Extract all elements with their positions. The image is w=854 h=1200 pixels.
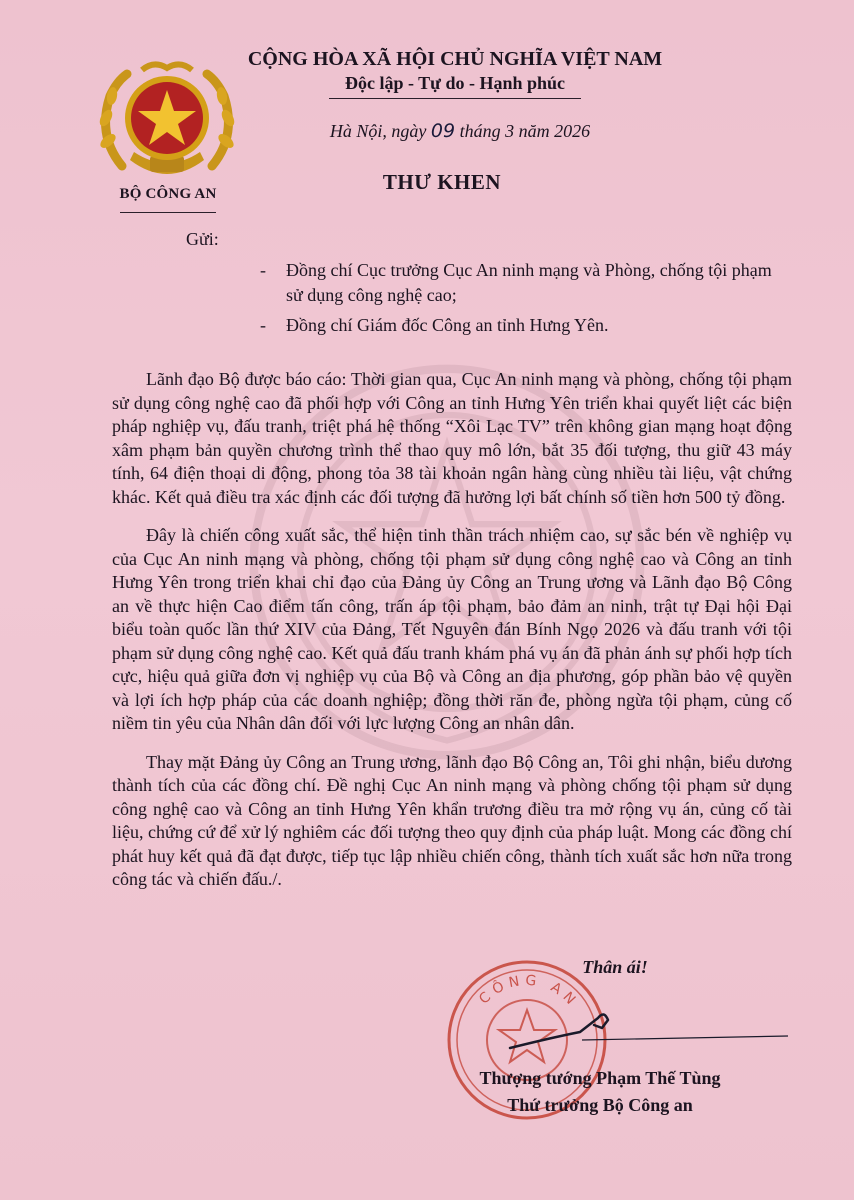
document-title: THƯ KHEN	[382, 170, 502, 194]
body-paragraph: Thay mặt Đảng ủy Công an Trung ương, lãnh đạo Bộ Công an, Tôi ghi nhận, biểu dương thành tích của các đồng chí. Đề nghị Cục An ninh mạng và phòng chống tội phạm sử dụng công nghệ cao và Công an tỉnh Hưng Yên khẩn trương điều tra mở rộng vụ án, củng cố tài liệu, chứng cứ để xử lý nghiêm các đối tượng theo quy định của pháp luật. Mong các đồng chí phát huy kết quả đã đạt được, tiếp tục lập nhiều chiến công, thành tích xuất sắc hơn nữa trong công tác và chiến đấu./.	[112, 751, 792, 889]
date-day-handwritten: 09	[430, 120, 456, 142]
ministry-underline	[120, 212, 216, 213]
signature-icon	[490, 1000, 790, 1070]
recipient-text: Đồng chí Cục trưởng Cục An ninh mạng và Phòng, chống tội phạm sử dụng công nghệ cao;	[286, 260, 772, 305]
signer-name: Thượng tướng Phạm Thế Tùng	[479, 1068, 721, 1088]
dateline	[270, 120, 650, 142]
date-prefix: Hà Nội, ngày	[329, 121, 431, 141]
letter-body	[112, 368, 792, 907]
seal-text: CÔNG AN	[476, 972, 582, 1012]
police-emblem-icon	[92, 56, 242, 191]
date-suffix: tháng 3 năm 2026	[455, 121, 591, 141]
body-paragraph: Đây là chiến công xuất sắc, thể hiện tinh thần trách nhiệm cao, sự sắc bén về nghiệp vụ của Cục An ninh mạng và phòng, chống tội phạm sử dụng công nghệ cao và Công an tỉnh Hưng Yên trong triển khai chỉ đạo của Đảng ủy Công an Trung ương và Lãnh đạo Bộ Công an về thực hiện Cao điểm tấn công, trấn áp tội phạm, bảo đảm an ninh, trật tự Đại hội Đại biểu toàn quốc lần thứ XIV của Đảng, Tết Nguyên đán Bính Ngọ 2026 và đấu tranh với tội phạm sử dụng công nghệ cao. Kết quả đấu tranh khám phá vụ án đã phản ánh sự phối hợp tích cực, hiệu quả giữa đơn vị nghiệp vụ của Bộ và Công an địa phương, góp phần bảo vệ quyền và lợi ích hợp pháp của các doanh nghiệp; đồng thời răn đe, phòng ngừa tội phạm, củng cố niềm tin yêu của Nhân dân đối với lực lượng Công an nhân dân.	[112, 525, 792, 733]
signer-position: Thứ trưởng Bộ Công an	[507, 1095, 693, 1115]
nation-name: CỘNG HÒA XÃ HỘI CHỦ NGHĨA VIỆT NAM	[247, 48, 663, 70]
recipient-item: - Đồng chí Cục trưởng Cục An ninh mạng và Phòng, chống tội phạm sử dụng công nghệ cao;	[260, 260, 772, 305]
recipient-text: Đồng chí Giám đốc Công an tỉnh Hưng Yên.	[286, 315, 609, 335]
body-paragraph: Lãnh đạo Bộ được báo cáo: Thời gian qua, Cục An ninh mạng và phòng, chống tội phạm sử dụng công nghệ cao đã phối hợp với Công an tỉnh Hưng Yên triển khai quyết liệt các biện pháp nghiệp vụ, đấu tranh, triệt phá hệ thống “Xôi Lạc TV” trên không gian mạng hoạt động xâm phạm bản quyền chương trình thể thao quy mô lớn, bắt 35 đối tượng, thu giữ 43 máy tính, 64 điện thoại di động, phong tỏa 38 tài khoản ngân hàng cùng nhiều tài liệu, vật chứng khác. Kết quả điều tra xác định các đối tượng đã hưởng lợi bất chính số tiền hơn 500 tỷ đồng.	[112, 369, 792, 507]
recipients-list	[260, 258, 780, 343]
national-motto: Độc lập - Tự do - Hạnh phúc	[344, 73, 566, 93]
ministry-name: BỘ CÔNG AN	[119, 186, 217, 202]
closing-salutation: Thân ái!	[582, 957, 648, 977]
motto-underline	[329, 98, 581, 99]
recipients-label: Gửi:	[186, 229, 219, 249]
recipient-item: - Đồng chí Giám đốc Công an tỉnh Hưng Yên.	[260, 315, 609, 335]
